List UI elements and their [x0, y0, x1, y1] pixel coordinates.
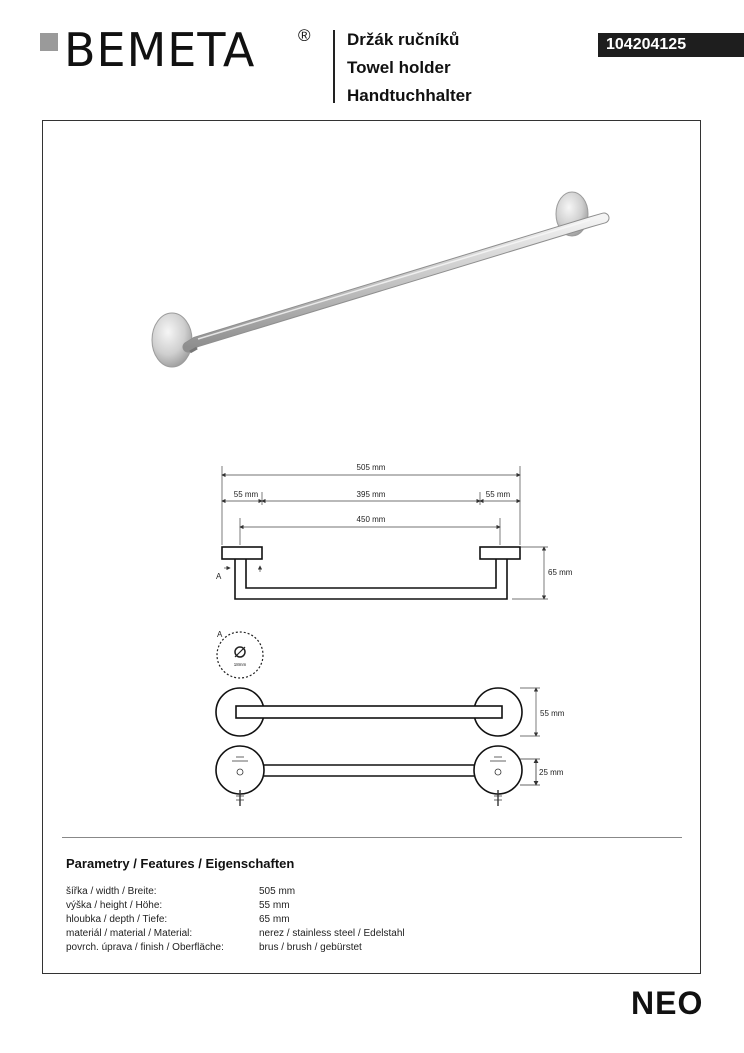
section-marker-a: [224, 566, 260, 572]
spec-row: [66, 927, 405, 941]
spec-value: nerez / stainless steel / Edelstahl: [259, 928, 405, 939]
product-name-de: Handtuchhalter: [347, 86, 472, 105]
spec-label: materiál / material / Material:: [66, 928, 193, 939]
dim-height-label: 55 mm: [540, 709, 565, 718]
features-heading: Parametry / Features / Eigenschaften: [66, 856, 295, 871]
spec-value: 505 mm: [259, 886, 296, 897]
detail-diameter-label: 18mm: [233, 662, 247, 667]
spec-row: [66, 941, 362, 955]
front-view-drawing: [216, 688, 522, 736]
spec-value: 65 mm: [259, 914, 290, 925]
section-letter-side: A: [216, 572, 222, 581]
dimension-lines: [222, 466, 548, 599]
product-name-cz: Držák ručníků: [347, 30, 460, 49]
dim-total-label: 505 mm: [356, 463, 386, 472]
detail-a-drawing: [217, 632, 263, 678]
spec-label: šířka / width / Breite:: [66, 886, 157, 897]
product-photo: [152, 192, 604, 367]
top-view-drawing: [222, 547, 520, 599]
registered-mark: ®: [298, 26, 311, 45]
front-dim-lines: [520, 688, 540, 736]
spec-label: hloubka / depth / Tiefe:: [66, 914, 168, 925]
spec-row: [66, 899, 290, 913]
dim-middle-label: 395 mm: [356, 490, 386, 499]
series-name: NEO: [631, 985, 704, 1021]
spec-row: [66, 885, 295, 899]
section-letter-detail: A: [217, 630, 223, 639]
dim-left-label: 55 mm: [233, 490, 259, 499]
product-code-badge: 104204125: [598, 33, 744, 57]
spec-label: výška / height / Höhe:: [66, 900, 163, 911]
product-name-en: Towel holder: [347, 58, 451, 77]
dim-holes-label: 450 mm: [356, 515, 386, 524]
dim-depth-label: 65 mm: [548, 568, 573, 577]
dim-right-label: 55 mm: [485, 490, 511, 499]
spec-row: [66, 913, 290, 927]
spec-value: brus / brush / gebürstet: [259, 942, 362, 953]
section-separator: [62, 837, 682, 838]
spec-value: 55 mm: [259, 900, 290, 911]
spec-label: povrch. úprava / finish / Oberfläche:: [66, 942, 224, 953]
mounting-view-drawing: [216, 746, 522, 794]
dim-rosette-label: 25 mm: [539, 768, 564, 777]
logo-wordmark: BEMETA: [64, 23, 256, 77]
